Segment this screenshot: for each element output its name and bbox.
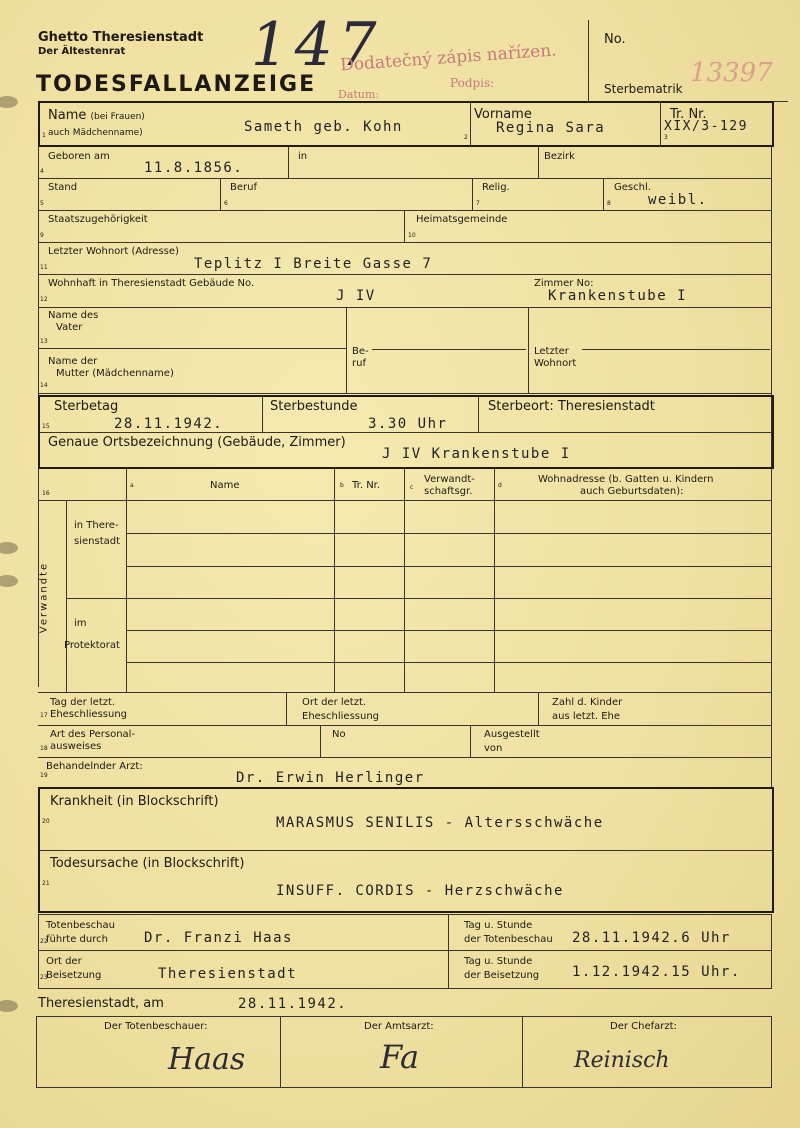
vorname-label: Vorname	[474, 107, 532, 122]
field-letter: b	[340, 482, 344, 489]
field-letter: a	[130, 482, 134, 489]
kinder-label2: aus letzt. Ehe	[552, 711, 621, 722]
geboren-value: 11.8.1856.	[144, 160, 244, 176]
register-value: 13397	[690, 58, 773, 88]
beschau-value: Dr. Franzi Haas	[144, 930, 293, 946]
field-number: 18	[40, 745, 48, 752]
tag-beschau-label1: Tag u. Stunde	[464, 920, 533, 931]
beschau-label1: Totenbeschau	[46, 920, 115, 931]
kinder-label1: Zahl d. Kinder	[552, 697, 623, 708]
field-number: 3	[664, 134, 668, 141]
col-addr-header2: auch Geburtsdaten):	[580, 486, 684, 497]
beisetzung-tag-label2: der Beisetzung	[464, 970, 540, 981]
tag-beschau-label2: der Totenbeschau	[464, 934, 553, 945]
bezeichnung-label: Genaue Ortsbezeichnung (Gebäude, Zimmer)	[48, 435, 346, 450]
beisetzung-tag-label1: Tag u. Stunde	[464, 956, 533, 967]
sig1-label: Der Totenbeschauer:	[104, 1021, 208, 1032]
ausweis-no-label: No	[332, 729, 346, 740]
col-name-header: Name	[210, 480, 240, 491]
ehe-ort-label1: Ort der letzt.	[302, 697, 367, 708]
ehe-ort-label2: Eheschliessung	[302, 711, 380, 722]
field-number: 6	[224, 200, 228, 207]
bezeichnung-value: J IV Krankenstube I	[382, 446, 571, 462]
field-letter: d	[498, 482, 502, 489]
geschl-value: weibl.	[648, 192, 708, 208]
ursache-label: Todesursache (in Blockschrift)	[50, 856, 245, 871]
field-number: 13	[40, 338, 48, 345]
beisetzung-ort-label2: Beisetzung	[46, 970, 102, 981]
field-number: 7	[476, 200, 480, 207]
staats-label: Staatszugehörigkeit	[48, 214, 148, 225]
arzt-label: Behandelnder Arzt:	[46, 761, 143, 772]
field-number: 15	[42, 423, 50, 430]
field-number: 17	[40, 712, 48, 719]
beruf2-label2: ruf	[352, 358, 366, 369]
geboren-label: Geboren am	[48, 151, 110, 162]
field-number: 5	[40, 200, 44, 207]
no-label: No.	[604, 32, 626, 47]
stamp-podpis: Podpis:	[450, 76, 495, 90]
col-verw-header1: Verwandt-	[424, 474, 475, 485]
vorname-value: Regina Sara	[496, 120, 606, 136]
bezirk-label: Bezirk	[544, 151, 575, 162]
field-number: 11	[40, 264, 48, 271]
signature-totenbeschauer: Haas	[168, 1042, 246, 1077]
punch-hole	[0, 96, 18, 108]
field-number: 22	[40, 938, 48, 945]
ausgestellt-label1: Ausgestellt	[484, 729, 540, 740]
ehe-tag-label2: Eheschliessung	[50, 709, 128, 720]
zimmer-label: Zimmer No:	[534, 278, 594, 289]
field-number: 20	[42, 818, 50, 825]
punch-hole	[0, 1000, 18, 1012]
ursache-value: INSUFF. CORDIS - Herzschwäche	[276, 883, 564, 899]
wohnhaft-label: Wohnhaft in Theresienstadt Gebäude No.	[48, 278, 255, 289]
verwandte-side-label: Verwandte	[38, 561, 50, 634]
mutter-label2: Mutter (Mädchenname)	[56, 368, 174, 379]
vater-label1: Name des	[48, 310, 99, 321]
field-number: 19	[40, 772, 48, 779]
col-addr-header1: Wohnadresse (b. Gatten u. Kindern	[538, 474, 714, 485]
place-date-label: Theresienstadt, am	[38, 996, 164, 1011]
beschau-label2: führte durch	[46, 934, 108, 945]
stand-label: Stand	[48, 182, 78, 193]
sterbestunde-value: 3.30 Uhr	[368, 416, 448, 432]
name-note2: auch Mädchenname)	[48, 128, 143, 138]
arzt-value: Dr. Erwin Herlinger	[236, 770, 425, 786]
zimmer-value: Krankenstube I	[548, 288, 688, 304]
tag-beschau-value: 28.11.1942.6 Uhr	[572, 930, 731, 946]
punch-hole	[0, 542, 18, 554]
sterbeort-label: Sterbeort: Theresienstadt	[488, 399, 655, 414]
col-trnr-header: Tr. Nr.	[352, 480, 381, 491]
wohnort-value: Teplitz I Breite Gasse 7	[194, 256, 433, 272]
name-note: (bei Frauen)	[90, 112, 145, 122]
council-name: Der Ältestenrat	[38, 46, 126, 57]
field-number: 23	[40, 974, 48, 981]
name-value: Sameth geb. Kohn	[244, 119, 403, 135]
field-number: 9	[40, 232, 44, 239]
ghetto-name: Ghetto Theresienstadt	[38, 30, 204, 45]
name-label: Name	[48, 108, 87, 123]
relig-label: Relig.	[482, 182, 510, 193]
trnr-value: XIX/3-129	[664, 119, 748, 134]
ausgestellt-label2: von	[484, 743, 503, 754]
in-label: in	[298, 151, 308, 162]
heimat-label: Heimatsgemeinde	[416, 214, 508, 225]
field-number: 8	[607, 200, 611, 207]
geschl-label: Geschl.	[614, 182, 651, 193]
field-letter: c	[410, 484, 414, 491]
punch-hole	[0, 575, 18, 587]
letzter-label2: Wohnort	[534, 358, 577, 369]
sterbestunde-label: Sterbestunde	[270, 399, 358, 414]
beruf-label: Beruf	[230, 182, 257, 193]
vater-label2: Vater	[56, 322, 83, 333]
sig3-label: Der Chefarzt:	[610, 1021, 677, 1032]
field-number: 21	[42, 880, 50, 887]
beisetzung-ort-value: Theresienstadt	[158, 966, 298, 982]
in-there-label1: in There-	[74, 520, 119, 531]
beisetzung-ort-label1: Ort der	[46, 956, 82, 967]
beisetzung-tag-value: 1.12.1942.15 Uhr.	[572, 964, 741, 980]
sterbetag-value: 28.11.1942.	[114, 416, 224, 432]
ehe-tag-label1: Tag der letzt.	[50, 697, 116, 708]
sig2-label: Der Amtsarzt:	[364, 1021, 434, 1032]
field-number: 14	[40, 382, 48, 389]
field-number: 2	[464, 134, 468, 141]
field-number: 12	[40, 296, 48, 303]
ausweis-label1: Art des Personal-	[50, 729, 136, 740]
trnr-label: Tr. Nr.	[670, 107, 707, 122]
place-date-value: 28.11.1942.	[238, 996, 348, 1012]
signature-chefarzt: Reinisch	[574, 1048, 670, 1073]
krankheit-label: Krankheit (in Blockschrift)	[50, 794, 219, 809]
wohnort-label: Letzter Wohnort (Adresse)	[48, 246, 179, 257]
col-verw-header2: schaftsgr.	[424, 486, 473, 497]
field-number: 4	[40, 168, 44, 175]
im-label: im	[74, 618, 87, 629]
mutter-label1: Name der	[48, 356, 98, 367]
field-number: 16	[42, 490, 50, 497]
protektorat-label: Protektorat	[64, 640, 120, 651]
stamp-text: Dodatečný zápis nařízen.	[339, 40, 558, 76]
ausweis-label2: ausweises	[50, 741, 102, 752]
stamp-datum: Datum:	[338, 88, 380, 101]
sterbetag-label: Sterbetag	[54, 399, 119, 414]
beruf2-label1: Be-	[352, 346, 369, 357]
signature-amtsarzt: Fa	[380, 1038, 420, 1076]
field-number: 1	[42, 132, 46, 139]
register-label: Sterbematrik	[604, 82, 683, 96]
name-label-wrap	[48, 108, 145, 123]
in-there-label2: sienstadt	[74, 536, 121, 547]
field-number: 10	[408, 232, 416, 239]
wohnhaft-value: J IV	[336, 288, 376, 304]
handwritten-number: 147	[243, 10, 389, 80]
letzter-label1: Letzter	[534, 346, 569, 357]
form-title: TODESFALLANZEIGE	[36, 72, 317, 97]
krankheit-value: MARASMUS SENILIS - Altersschwäche	[276, 815, 604, 831]
